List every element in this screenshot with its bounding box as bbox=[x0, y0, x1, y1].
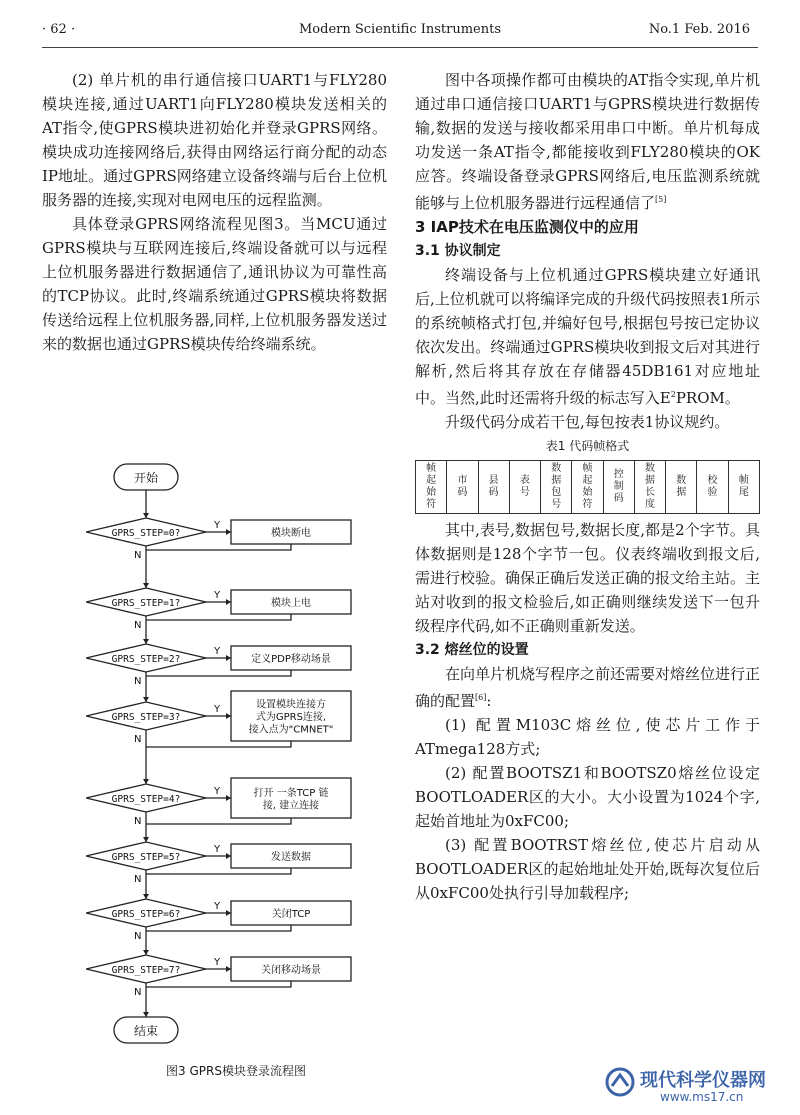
arrow-head bbox=[143, 639, 149, 644]
no-label: N bbox=[134, 931, 142, 942]
superscript-2: 2 bbox=[670, 390, 676, 399]
right-paragraph-4: 其中,表号,数据包号,数据长度,都是2个字节。具体数据则是128个字节一包。仪表终端收到报文后,需进行校验。确保正确后发送正确的报文给主站。主站对收到的报文检验后,如正确则继续发送下一包升级程序代码,如不正确则重新发送。 bbox=[415, 521, 761, 635]
decision-label: GPRS_STEP=0? bbox=[111, 528, 181, 539]
action-label: 打开 一条TCP 链 bbox=[253, 787, 329, 799]
no-label: N bbox=[134, 676, 142, 687]
arrow-head bbox=[143, 894, 149, 899]
return-line bbox=[146, 741, 291, 747]
right-paragraph-6: (1) 配置M103C熔丝位,使芯片工作于ATmega128方式; bbox=[415, 716, 760, 758]
table-row bbox=[416, 461, 760, 514]
no-label: N bbox=[134, 620, 142, 631]
table-cell: 帧 起 始 符 bbox=[416, 461, 447, 514]
watermark-title: 现代科学仪器网 bbox=[640, 1070, 766, 1091]
start-label: 开始 bbox=[133, 471, 159, 485]
table-cell: 表 号 bbox=[509, 461, 540, 514]
arrow-head bbox=[226, 910, 231, 916]
table-cell: 数 据 长 度 bbox=[634, 461, 665, 514]
action-label: 定义PDP移动场景 bbox=[251, 654, 331, 665]
table-cell: 市 码 bbox=[447, 461, 478, 514]
ref-6: [6] bbox=[475, 693, 487, 702]
yes-label: Y bbox=[214, 844, 221, 855]
right-paragraph-7: (2) 配置BOOTSZ1和BOOTSZ0熔丝位设定BOOTLOADER区的大小。大小设置为1024个字,起始首地址为0xFC00; bbox=[415, 764, 760, 830]
table-cell: 校 验 bbox=[697, 461, 728, 514]
action-label: 模块上电 bbox=[271, 598, 311, 609]
action-label: 关闭TCP bbox=[271, 909, 311, 920]
action-label: 接, 建立连接 bbox=[262, 800, 320, 812]
table-cell: 帧 尾 bbox=[728, 461, 759, 514]
right-paragraph-8: (3) 配置BOOTRST熔丝位,使芯片启动从BOOTLOADER区的起始地址处开始,既每次复位后从0xFC00处执行引导加载程序; bbox=[415, 836, 760, 902]
right-paragraph-1: 图中各项操作都可由模块的AT指令实现,单片机通过串口通信接口UART1与GPRS模块进行数据传输,数据的发送与接收都采用串口中断。单片机每成功发送一条AT指令,都能接收到FLY280模块的OK应答。终端设备登录GPRS网络后,电压监测系统就能够与上位机服务器进行远程通信了[5] bbox=[415, 71, 760, 212]
page-header bbox=[0, 22, 800, 42]
right-paragraph-5: 在向单片机烧写程序之前还需要对熔丝位进行正确的配置[6]: bbox=[415, 665, 761, 710]
yes-label: Y bbox=[214, 646, 221, 657]
return-line bbox=[146, 981, 291, 987]
decision-label: GPRS_STEP=5? bbox=[111, 852, 181, 863]
watermark-logo-icon bbox=[604, 1066, 636, 1098]
flowchart bbox=[86, 458, 386, 1058]
arrow-head bbox=[143, 583, 149, 588]
arrow-head bbox=[226, 853, 231, 859]
decision-label: GPRS_STEP=6? bbox=[111, 909, 181, 920]
table-cell: 帧 起 始 符 bbox=[572, 461, 603, 514]
left-paragraph-1: (2) 单片机的串行通信接口UART1与FLY280模块连接,通过UART1向FLY280模块发送相关的AT指令,使GPRS模块进初始化并登录GPRS网络。模块成功连接网络后,获得由网络运行商分配的动态IP地址。通过GPRS网络建立设备终端与后台上位机服务器的连接,实现对电网电压的远程监测。 bbox=[42, 71, 387, 209]
no-label: N bbox=[134, 874, 142, 885]
page-number: · 62 · bbox=[42, 22, 76, 37]
arrow-head bbox=[143, 1012, 149, 1017]
frame-format-table bbox=[415, 460, 760, 514]
no-label: N bbox=[134, 550, 142, 561]
arrow-head bbox=[226, 655, 231, 661]
arrow-head bbox=[226, 966, 231, 972]
yes-label: Y bbox=[214, 957, 221, 968]
return-line bbox=[146, 544, 291, 550]
table-cell: 数 据 bbox=[666, 461, 697, 514]
table-cell: 数 据 包 号 bbox=[541, 461, 572, 514]
ref-5: [5] bbox=[655, 195, 667, 204]
no-label: N bbox=[134, 734, 142, 745]
arrow-head bbox=[226, 529, 231, 535]
decision-label: GPRS_STEP=4? bbox=[111, 794, 181, 805]
decision-label: GPRS_STEP=1? bbox=[111, 598, 181, 609]
return-line bbox=[146, 818, 291, 824]
table-caption: 表1 代码帧格式 bbox=[545, 439, 630, 453]
section-3-1-heading: 3.1 协议制定 bbox=[415, 243, 501, 259]
return-line bbox=[146, 925, 291, 931]
right-paragraph-2: 终端设备与上位机通过GPRS模块建立好通讯后,上位机就可以将编译完成的升级代码按照表1所示的系统帧格式打包,并编好包号,根据包号按已定协议依次发出。终端通过GPRS模块收到报文后对其进行解析,然后将其存放在存储器45DB161对应地址中。当然,此时还需将升级的标志写入$E^2PROM$。 bbox=[415, 266, 760, 407]
table-cell: 县 码 bbox=[478, 461, 509, 514]
action-label: 设置模块连接方 bbox=[256, 699, 326, 711]
action-label: 式为GPRS连接, bbox=[255, 712, 327, 723]
return-line bbox=[146, 670, 291, 676]
flowchart-svg bbox=[86, 458, 386, 1058]
left-column bbox=[42, 68, 387, 356]
no-label: N bbox=[134, 987, 142, 998]
section-3-2-heading: 3.2 熔丝位的设置 bbox=[415, 642, 529, 658]
arrow-head bbox=[226, 713, 231, 719]
left-paragraph-2: 具体登录GPRS网络流程见图3。当MCU通过GPRS模块与互联网连接后,终端设备就可以与远程上位机服务器进行数据通信了,通讯协议为可靠性高的TCP协议。此时,终端系统通过GPRS模块将数据传送给远程上位机服务器,同样,上位机服务器发送过来的数据也通过GPRS模块传给终端系统。 bbox=[42, 215, 387, 353]
end-label: 结束 bbox=[133, 1024, 159, 1038]
decision-label: GPRS_STEP=2? bbox=[111, 654, 181, 665]
yes-label: Y bbox=[214, 590, 221, 601]
section-3-heading: 3 IAP技术在电压监测仪中的应用 bbox=[415, 218, 639, 236]
arrow-head bbox=[143, 697, 149, 702]
return-line bbox=[146, 614, 291, 620]
figure-caption: 图3 GPRS模块登录流程图 bbox=[166, 1064, 306, 1078]
arrow-head bbox=[226, 795, 231, 801]
arrow-head bbox=[226, 599, 231, 605]
yes-label: Y bbox=[214, 520, 221, 531]
arrow-head bbox=[143, 950, 149, 955]
table-cell: 控 制 码 bbox=[603, 461, 634, 514]
return-line bbox=[146, 868, 291, 874]
action-label: 关闭移动场景 bbox=[261, 965, 321, 976]
decision-label: GPRS_STEP=7? bbox=[111, 965, 181, 976]
decision-label: GPRS_STEP=3? bbox=[111, 712, 181, 723]
yes-label: Y bbox=[214, 786, 221, 797]
journal-name: Modern Scientific Instruments bbox=[298, 22, 502, 37]
header-rule bbox=[42, 47, 758, 48]
no-label: N bbox=[134, 816, 142, 827]
arrow-head bbox=[143, 837, 149, 842]
arrow-head bbox=[143, 779, 149, 784]
right-column bbox=[415, 68, 760, 905]
issue-info: No.1 Feb. 2016 bbox=[648, 22, 750, 37]
yes-label: Y bbox=[214, 704, 221, 715]
right-paragraph-3: 升级代码分成若干包,每包按表1协议规约。 bbox=[445, 413, 730, 431]
action-label: 发送数据 bbox=[271, 852, 311, 863]
action-label: 接入点为"CMNET" bbox=[248, 724, 334, 736]
yes-label: Y bbox=[214, 901, 221, 912]
arrow-head bbox=[143, 513, 149, 518]
action-label: 模块断电 bbox=[271, 528, 311, 539]
watermark-url: www.ms17.cn bbox=[660, 1090, 744, 1104]
